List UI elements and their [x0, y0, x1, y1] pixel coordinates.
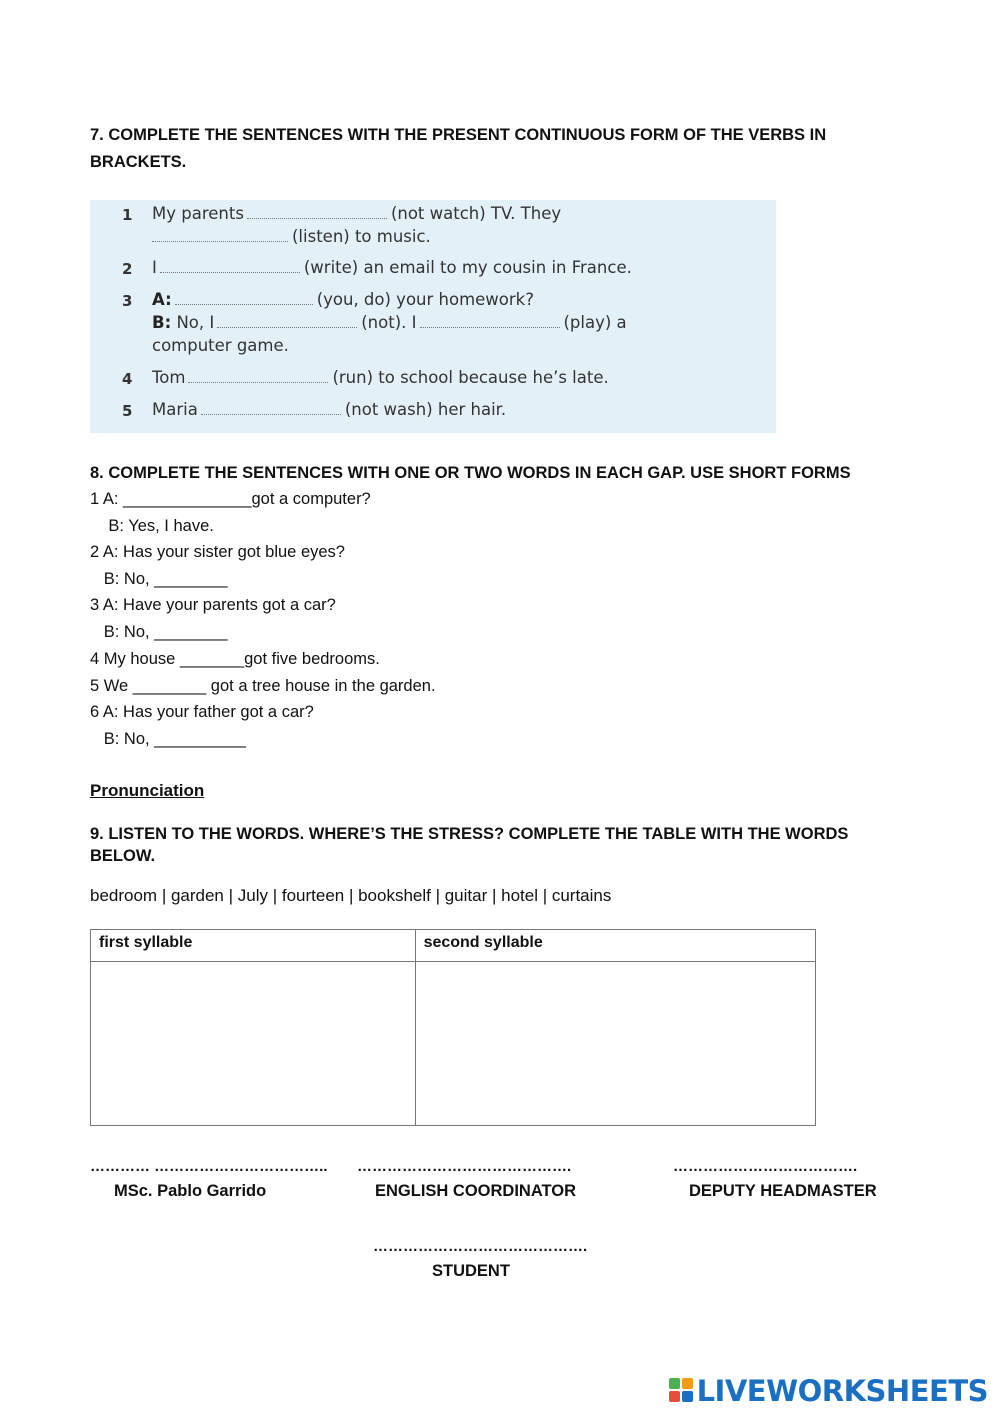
item-number: 3 — [122, 292, 133, 310]
signature-name-4: STUDENT — [432, 1262, 510, 1280]
logo-blocks-icon — [669, 1378, 695, 1404]
s8-line-3: 2 A: Has your sister got blue eyes? — [90, 543, 345, 561]
col-first-syllable: first syllable — [91, 930, 416, 962]
s8-line-1: 1 A: ______________got a computer? — [90, 490, 371, 508]
first-syllable-cell[interactable] — [91, 962, 416, 1126]
section-7-heading: 7. COMPLETE THE SENTENCES WITH THE PRESENT CONTINUOUS FORM OF THE VERBS IN BRACKETS. — [90, 126, 827, 171]
exercise-7-image — [90, 200, 776, 433]
s8-line-4: B: No, ________ — [90, 570, 228, 588]
s8-line-10: B: No, __________ — [90, 730, 246, 748]
syllable-table — [90, 929, 816, 1126]
s8-line-5: 3 A: Have your parents got a car? — [90, 596, 336, 614]
item-2-line: I (write) an email to my cousin in France. — [152, 258, 632, 277]
signature-line-3: ………………………………. — [673, 1158, 858, 1175]
word-list: bedroom | garden | July | fourteen | bookshelf | guitar | hotel | curtains — [90, 886, 612, 905]
item-4-line: Tom (run) to school because he’s late. — [152, 368, 609, 387]
item-number: 2 — [122, 260, 133, 278]
signature-line-1: ………… …………………………….. — [90, 1158, 328, 1175]
item-number: 5 — [122, 402, 133, 420]
col-second-syllable: second syllable — [415, 930, 815, 962]
item-number: 4 — [122, 370, 133, 388]
item-number: 1 — [122, 206, 133, 224]
s8-line-9: 6 A: Has your father got a car? — [90, 703, 314, 721]
item-3-line-a: A: (you, do) your homework? — [152, 290, 534, 309]
liveworksheets-logo[interactable] — [669, 1374, 988, 1408]
s8-line-2: B: Yes, I have. — [90, 517, 214, 535]
s8-line-6: B: No, ________ — [90, 623, 228, 641]
signature-name-3: DEPUTY HEADMASTER — [689, 1182, 877, 1200]
pronunciation-title: Pronunciation — [90, 781, 205, 800]
section-8-heading: 8. COMPLETE THE SENTENCES WITH ONE OR TWO WORDS IN EACH GAP. USE SHORT FORMS — [90, 464, 851, 482]
item-1-line-2: (listen) to music. — [152, 227, 431, 246]
item-3-line-b: B: No, I (not). I (play) a — [152, 313, 627, 332]
s8-line-8: 5 We ________ got a tree house in the garden. — [90, 677, 436, 695]
second-syllable-cell[interactable] — [415, 962, 815, 1126]
logo-text: LIVEWORKSHEETS — [696, 1374, 988, 1408]
signature-line-4: ……………………………………. — [373, 1238, 588, 1255]
section-9-heading: 9. LISTEN TO THE WORDS. WHERE’S THE STRESS? COMPLETE THE TABLE WITH THE WORDS BELOW. — [90, 825, 849, 865]
s8-line-7: 4 My house _______got five bedrooms. — [90, 650, 380, 668]
signature-line-2: ……………………………………. — [357, 1158, 572, 1175]
signature-name-2: ENGLISH COORDINATOR — [375, 1182, 577, 1200]
item-1-line-1: My parents (not watch) TV. They — [152, 204, 562, 223]
signature-name-1: MSc. Pablo Garrido — [114, 1182, 267, 1200]
item-5-line: Maria (not wash) her hair. — [152, 400, 507, 419]
item-3-line-c: computer game. — [152, 336, 289, 355]
